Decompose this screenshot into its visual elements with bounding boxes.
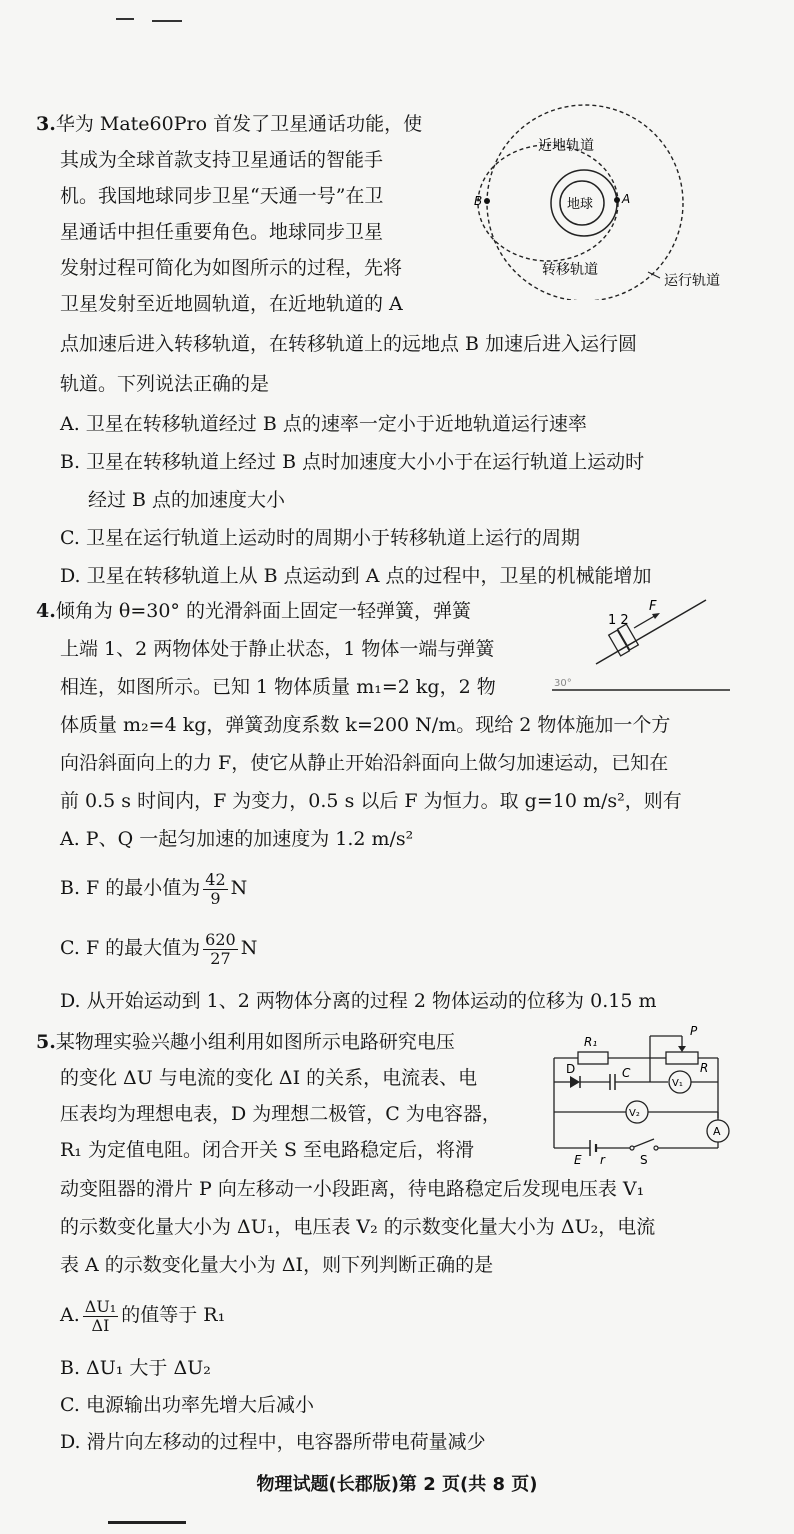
- switch-contact: [630, 1146, 634, 1150]
- scan-mark: [116, 18, 134, 20]
- near-orbit-label: 近地轨道: [538, 138, 594, 154]
- c-label: C: [622, 1066, 631, 1080]
- q4-option-a: A. P、Q 一起匀加速的加速度为 1.2 m/s²: [60, 828, 414, 850]
- q3-line-6: 点加速后进入转移轨道，在转移轨道上的远地点 B 加速后进入运行圆: [60, 333, 638, 355]
- page-footer: 物理试题(长郡版)第 2 页(共 8 页): [256, 1474, 538, 1495]
- p-label: P: [690, 1024, 698, 1038]
- q4-option-c: C. F 的最大值为 $\frac{620}{27}$ N: [60, 929, 258, 968]
- transfer-orbit-label: 转移轨道: [542, 262, 598, 278]
- switch-s: [634, 1139, 654, 1147]
- a-label: A: [713, 1125, 721, 1138]
- q4-line-5: 前 0.5 s 时间内，F 为变力，0.5 s 以后 F 为恒力。取 g=10 m/s²，则有: [60, 790, 682, 812]
- q4-line-2: 相连，如图所示。已知 1 物体质量 m₁=2 kg，2 物: [60, 676, 496, 698]
- resistor-r1: [578, 1052, 608, 1064]
- q5-option-a: A. $\frac{\text{ΔU₁}}{\Delta I}$ 的值等于 R₁: [60, 1296, 226, 1335]
- q3-line-5: 卫星发射至近地圆轨道，在近地轨道的 A: [60, 293, 403, 315]
- point-b-label: B: [474, 194, 483, 208]
- q3-line-4: 发射过程可简化为如图所示的过程，先将: [60, 257, 403, 279]
- slider-p-head: [678, 1046, 686, 1052]
- q3-option-d: D. 卫星在转移轨道上从 B 点运动到 A 点的过程中，卫星的机械能增加: [60, 565, 652, 587]
- q5-line-4: 动变阻器的滑片 P 向左移动一小段距离，待电路稳定后发现电压表 V₁: [60, 1178, 645, 1200]
- r-label: R: [700, 1061, 709, 1075]
- q3-option-a: A. 卫星在转移轨道经过 B 点的速率一定小于近地轨道运行速率: [60, 413, 587, 435]
- orbit-figure: [470, 100, 740, 300]
- q4-option-b: B. F 的最小值为 $\frac{42}{9}$ N: [60, 869, 248, 908]
- q4-option-b-fraction: $\frac{42}{9}$: [205, 869, 226, 908]
- q3-line-1: 其成为全球首款支持卫星通话的智能手: [60, 149, 384, 171]
- d-label: D: [566, 1062, 576, 1076]
- point-a-dot: [614, 197, 620, 203]
- q3-line-7: 轨道。下列说法正确的是: [60, 373, 270, 395]
- q5-option-b: B. ΔU₁ 大于 ΔU₂: [60, 1357, 211, 1379]
- q3-line-0: 3.华为 Mate60Pro 首发了卫星通话功能，使: [36, 113, 423, 135]
- q5-option-c: C. 电源输出功率先增大后减小: [60, 1394, 314, 1416]
- q3-option-b: B. 卫星在转移轨道上经过 B 点时加速度大小小于在运行轨道上运动时: [60, 451, 645, 473]
- diode-d: [570, 1076, 580, 1088]
- q4-line-1: 上端 1、2 两物体处于静止状态，1 物体一端与弹簧: [60, 638, 495, 660]
- point-b-dot: [484, 198, 490, 204]
- q3-line-2: 机。我国地球同步卫星“天通一号”在卫: [60, 185, 384, 207]
- earth-label: 地球: [567, 197, 594, 212]
- r1-label: R₁: [584, 1035, 598, 1049]
- r-int-label: r: [600, 1153, 605, 1167]
- q4-line-3: 体质量 m₂=4 kg，弹簧劲度系数 k=200 N/m。现给 2 物体施加一个方: [60, 714, 671, 736]
- run-orbit-label: 运行轨道: [664, 273, 720, 289]
- v2-label: V₂: [629, 1108, 640, 1119]
- s-label: S: [640, 1153, 648, 1167]
- q5-line-2: 压表均为理想电表，D 为理想二极管，C 为电容器，: [60, 1103, 501, 1125]
- q4-line-4: 向沿斜面向上的力 F，使它从静止开始沿斜面向上做匀加速运动，已知在: [60, 752, 669, 774]
- rheostat-r: [666, 1052, 698, 1064]
- q5-line-6: 表 A 的示数变化量大小为 ΔI，则下列判断正确的是: [60, 1254, 494, 1276]
- q3-line-3: 星通话中担任重要角色。地球同步卫星: [60, 221, 384, 243]
- q4-line-0: 4.倾角为 θ=30° 的光滑斜面上固定一轻弹簧，弹簧: [36, 600, 471, 622]
- q3-option-b-cont: 经过 B 点的加速度大小: [88, 489, 286, 511]
- angle-label: 30°: [554, 678, 572, 689]
- blocks-label: 1 2: [608, 613, 629, 628]
- scan-mark: [108, 1521, 186, 1524]
- q4-option-d: D. 从开始运动到 1、2 两物体分离的过程 2 物体运动的位移为 0.15 m: [60, 990, 657, 1012]
- circuit-figure: [546, 1022, 742, 1168]
- scan-mark: [152, 20, 182, 22]
- q5-line-0: 5.某物理实验兴趣小组利用如图所示电路研究电压: [36, 1031, 455, 1053]
- transfer-orbit-ellipse: [478, 145, 618, 261]
- e-label: E: [574, 1153, 582, 1167]
- v1-label: V₁: [672, 1078, 683, 1089]
- point-a-label: A: [622, 192, 631, 206]
- q3-option-c: C. 卫星在运行轨道上运动时的周期小于转移轨道上运行的周期: [60, 527, 580, 549]
- incline-figure: [548, 594, 738, 698]
- q5-line-5: 的示数变化量大小为 ΔU₁，电压表 V₂ 的示数变化量大小为 ΔU₂，电流: [60, 1216, 656, 1238]
- force-label: F: [649, 599, 657, 614]
- q5-line-1: 的变化 ΔU 与电流的变化 ΔI 的关系，电流表、电: [60, 1067, 478, 1089]
- q5-line-3: R₁ 为定值电阻。闭合开关 S 至电路稳定后，将滑: [60, 1139, 475, 1161]
- switch-contact: [654, 1146, 658, 1150]
- q4-option-c-fraction: $\frac{620}{27}$: [205, 929, 236, 968]
- q5-option-d: D. 滑片向左移动的过程中，电容器所带电荷量减少: [60, 1431, 486, 1453]
- q5-option-a-fraction: $\frac{\text{ΔU₁}}{\Delta I}$: [84, 1296, 117, 1335]
